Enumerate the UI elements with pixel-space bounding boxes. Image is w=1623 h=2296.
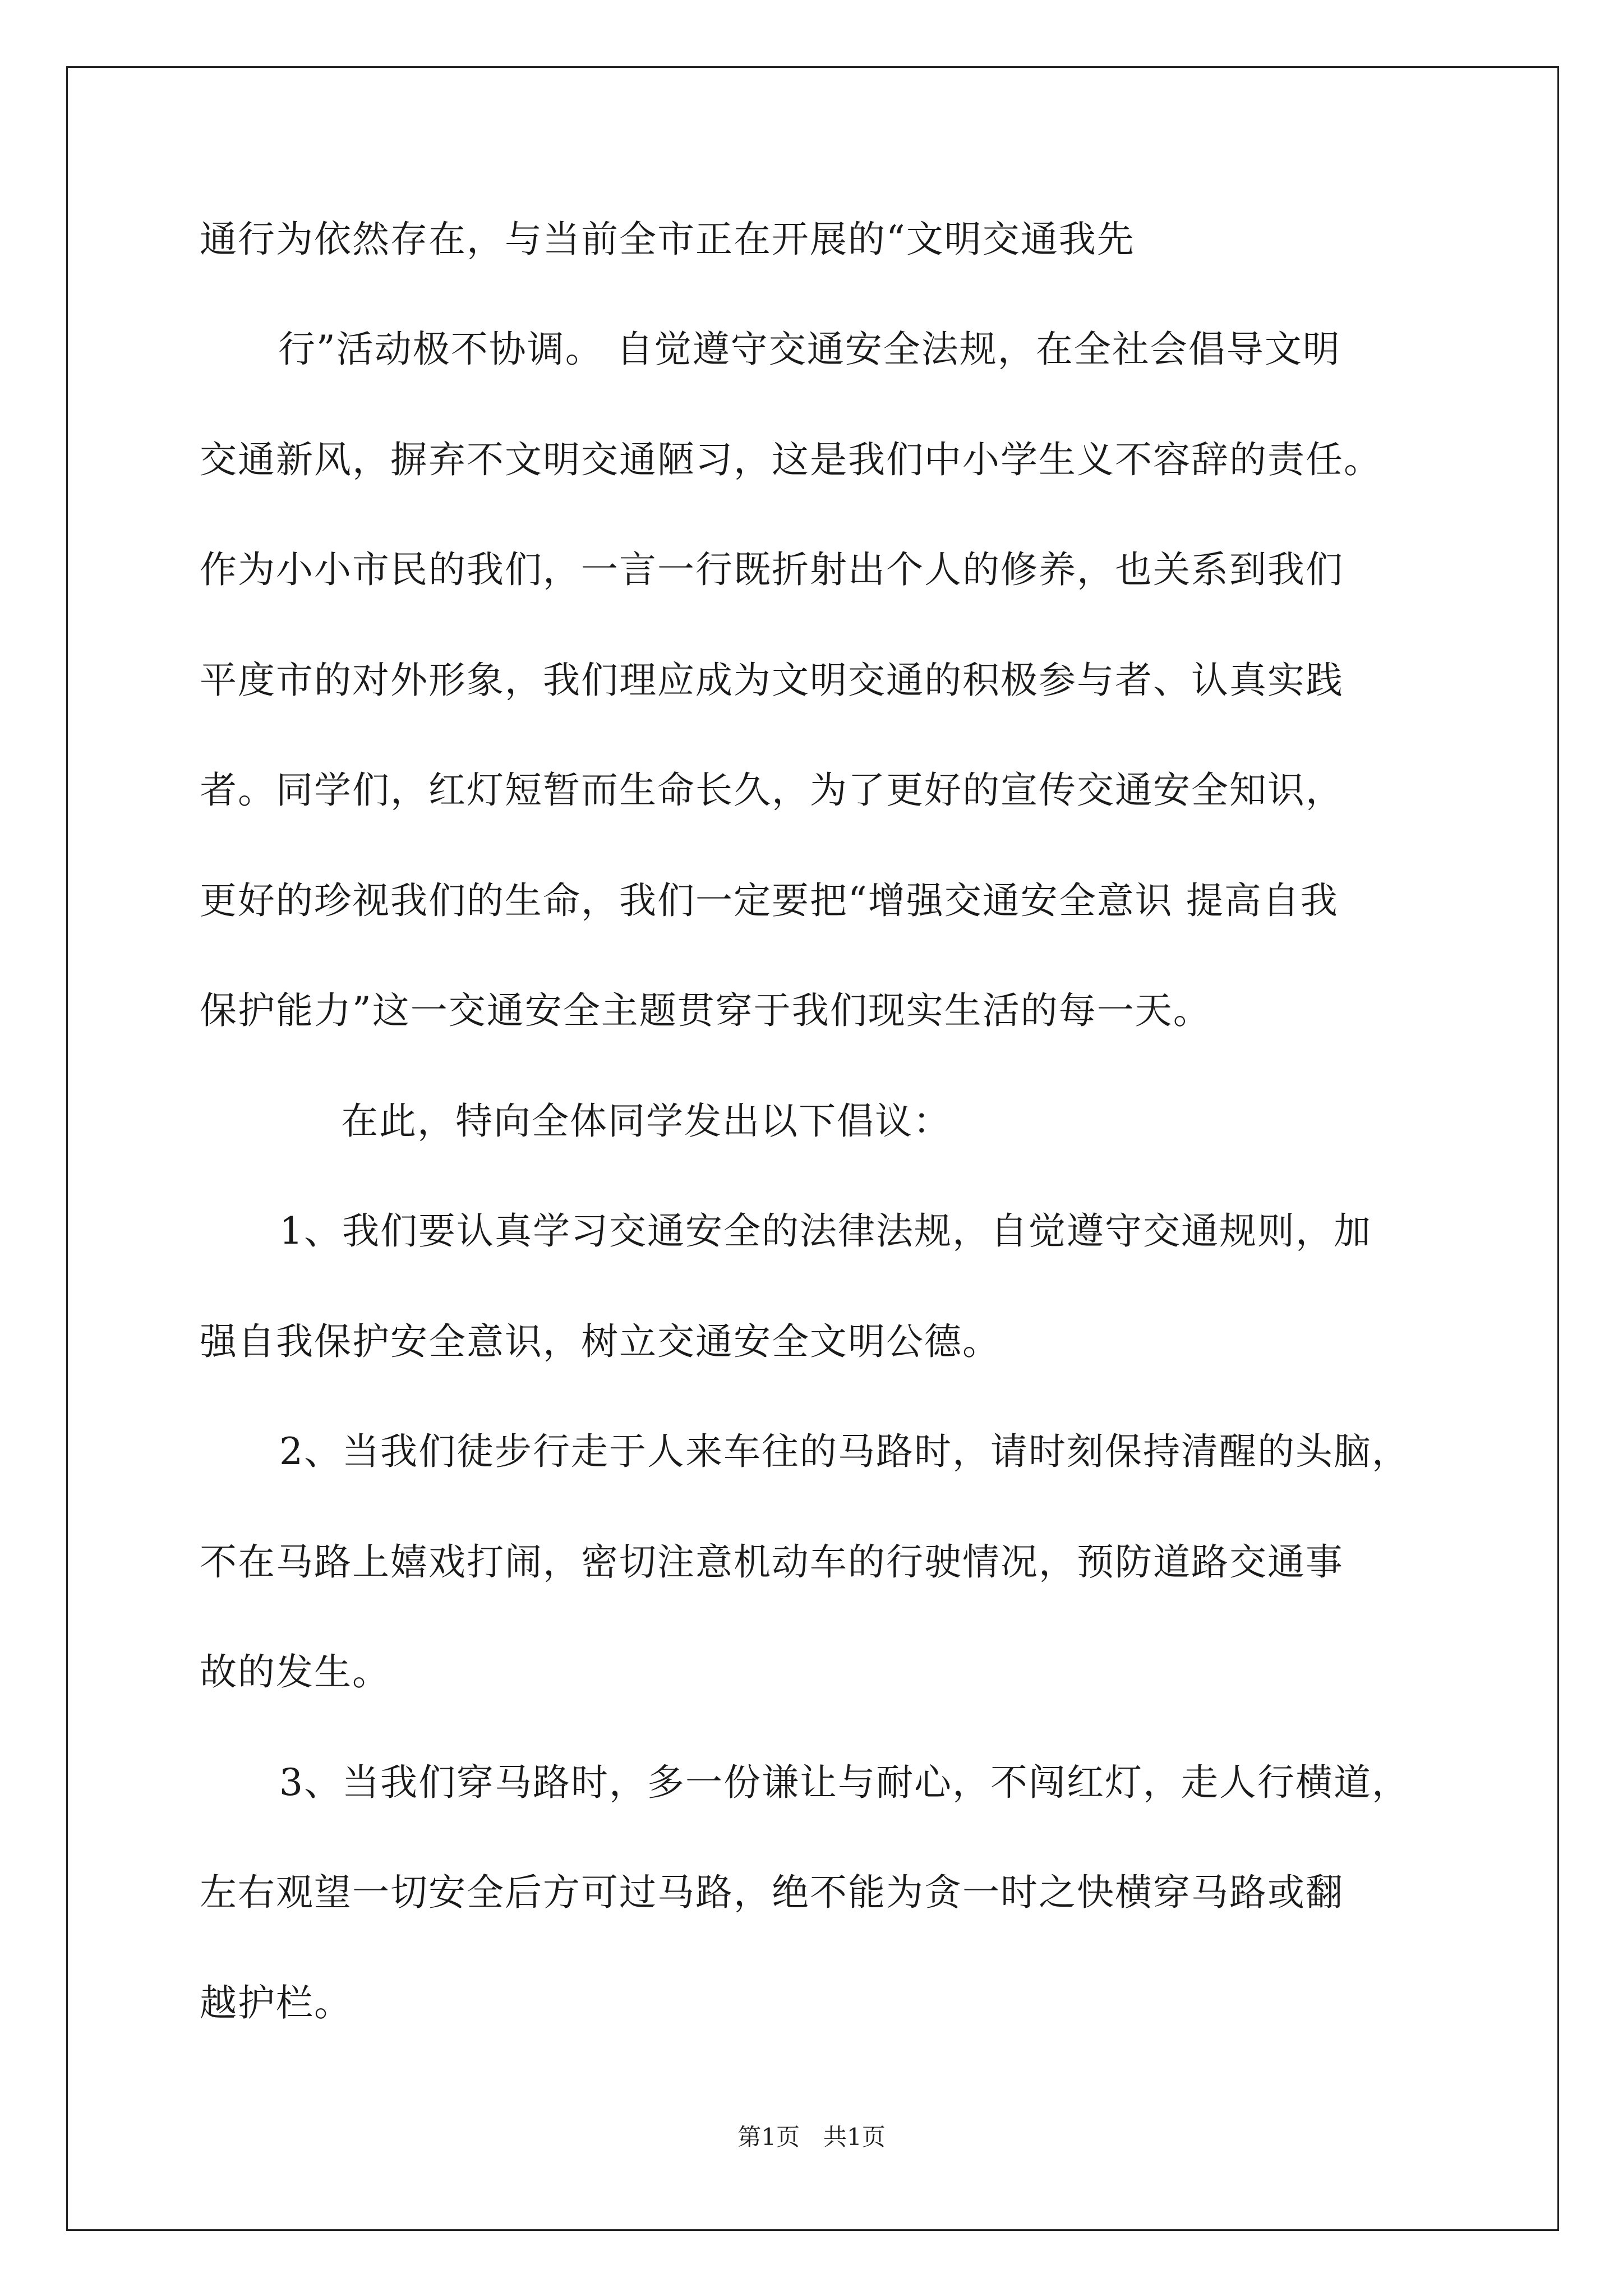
text-line-11: 强自我保护安全意识，树立交通安全文明公德。: [200, 1320, 1000, 1363]
text-line-16: 左右观望一切安全后方可过马路，绝不能为贪一时之快横穿马路或翻: [200, 1871, 1344, 1914]
text-line-4: 作为小小市民的我们，一言一行既折射出个人的修养，也关系到我们: [200, 548, 1344, 591]
text-line-15: 3、当我们穿马路时，多一份谦让与耐心，不闯红灯，走人行横道，: [279, 1761, 1410, 1804]
page-footer: 第1页 共1页: [737, 2123, 886, 2151]
text-line-2: 行”活动极不协调。 自觉遵守交通安全法规，在全社会倡导文明: [278, 328, 1341, 371]
text-line-3: 交通新风，摒弃不文明交通陋习，这是我们中小学生义不容辞的责任。: [200, 438, 1382, 481]
text-line-6: 者。同学们，红灯短暂而生命长久，为了更好的宣传交通安全知识，: [200, 769, 1344, 812]
text-line-5: 平度市的对外形象，我们理应成为文明交通的积极参与者、认真实践: [200, 659, 1344, 702]
text-line-1: 通行为依然存在，与当前全市正在开展的“文明交通我先: [200, 218, 1135, 261]
text-line-9: 在此，特向全体同学发出以下倡议：: [341, 1099, 951, 1143]
text-line-13: 不在马路上嬉戏打闹，密切注意机动车的行驶情况，预防道路交通事: [200, 1540, 1344, 1584]
text-line-17: 越护栏。: [200, 1981, 352, 2024]
text-line-12: 2、当我们徒步行走于人来车往的马路时，请时刻保持清醒的头脑，: [279, 1430, 1410, 1473]
text-line-7: 更好的珍视我们的生命，我们一定要把“增强交通安全意识 提高自我: [200, 879, 1339, 922]
text-line-10: 1、我们要认真学习交通安全的法律法规，自觉遵守交通规则，加: [279, 1209, 1372, 1253]
text-line-8: 保护能力”这一交通安全主题贯穿于我们现实生活的每一天。: [200, 989, 1211, 1032]
text-line-14: 故的发生。: [200, 1650, 390, 1694]
